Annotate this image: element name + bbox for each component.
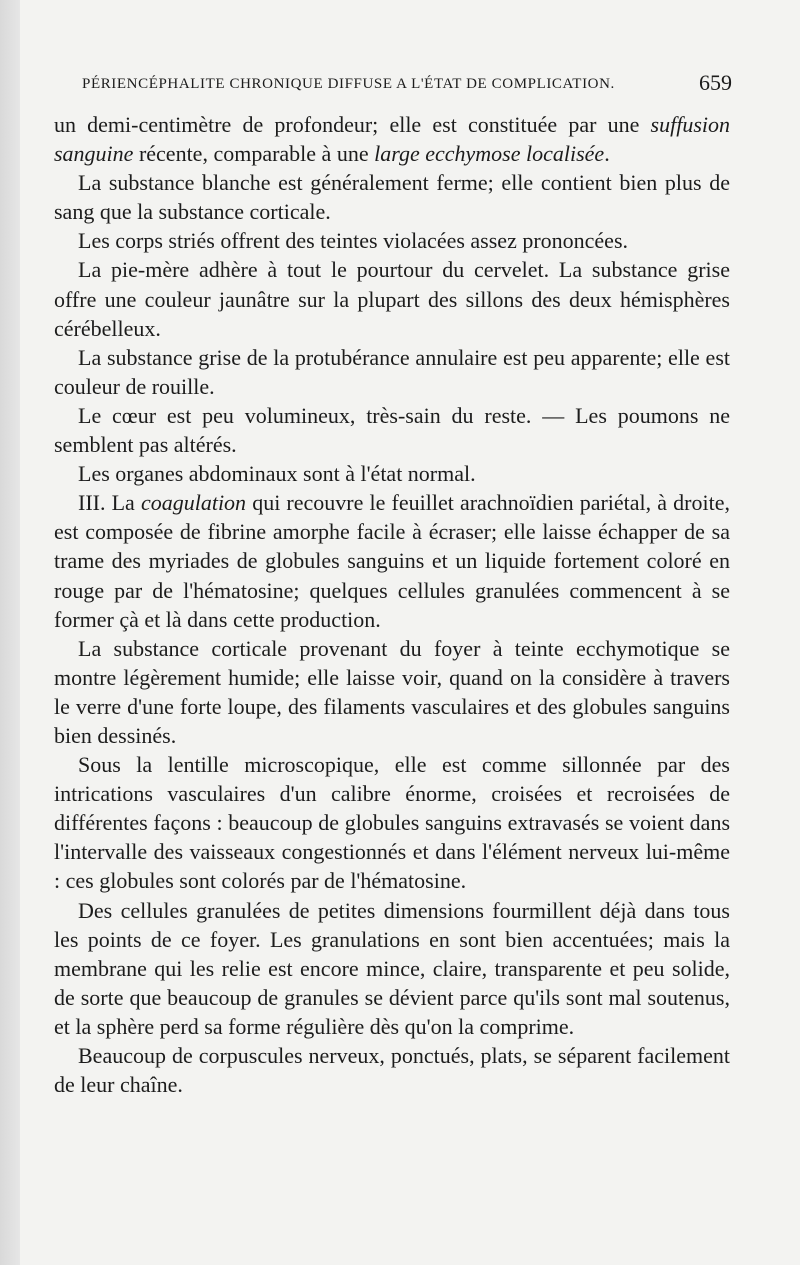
paragraph: Des cellules granulées de petites dimensions fourmillent déjà dans tous les points de ce foyer. Les granulations en sont bien accentuées; mais la membrane qui les relie est encore mince, claire, transparente et peu solide, de sorte que beaucoup de granules se dévient parce qu'ils sont mal soutenus, et la sphère perd sa forme régulière dès qu'on la comprime. xyxy=(54,897,730,1039)
paragraph: Les corps striés offrent des teintes violacées assez prononcées. xyxy=(78,228,629,254)
paragraph: un demi-centimètre de profondeur; elle est constituée par une suffusion sanguine récente, comparable à une large ecchymose localisée. xyxy=(54,112,730,167)
paragraph: La substance grise de la protubérance annulaire est peu apparente; elle est couleur de rouille. xyxy=(54,344,730,399)
paragraph: La substance blanche est généralement ferme; elle contient bien plus de sang que la substance corticale. xyxy=(54,170,730,225)
page-header xyxy=(82,70,732,100)
paragraph: III. La coagulation qui recouvre le feuillet arachnoïdien pariétal, à droite, est composée de fibrine amorphe facile à écraser; elle laisse échapper de sa trame des myriades de globules sanguins et un liquide fortement coloré en rouge par de l'hématosine; quelques cellules granulées commencent à se former çà et là dans cette production. xyxy=(54,490,730,632)
book-page xyxy=(20,0,800,1265)
paragraph: La pie-mère adhère à tout le pourtour du cervelet. La substance grise offre une couleur jaunâtre sur la plupart des sillons des deux hémisphères cérébelleux. xyxy=(54,257,730,341)
paragraph: La substance corticale provenant du foyer à teinte ecchymotique se montre légèrement humide; elle laisse voir, quand on la considère à travers le verre d'une forte loupe, des filaments vasculaires et des globules sanguins bien dessinés. xyxy=(54,635,730,748)
paragraph: Beaucoup de corpuscules nerveux, ponctués, plats, se séparent facilement de leur chaîne. xyxy=(54,1043,730,1098)
paragraph: Sous la lentille microscopique, elle est comme sillonnée par des intrications vasculaires d'un calibre énorme, croisées et recroisées de différentes façons : beaucoup de globules sanguins extravasés se voient dans l'intervalle des vaisseaux congestionnés et dans l'élément nerveux lui-même : ces globules sont colorés par de l'hématosine. xyxy=(54,752,730,894)
paragraph: Les organes abdominaux sont à l'état normal. xyxy=(78,461,476,487)
page-number: 659 xyxy=(699,70,732,95)
paragraph: Le cœur est peu volumineux, très-sain du reste. — Les poumons ne semblent pas altérés. xyxy=(54,402,730,458)
running-title: PÉRIENCÉPHALITE CHRONIQUE DIFFUSE A L'ÉTAT DE COMPLICATION. xyxy=(82,76,615,92)
page-gutter xyxy=(0,0,20,1265)
body-text xyxy=(54,110,730,1099)
